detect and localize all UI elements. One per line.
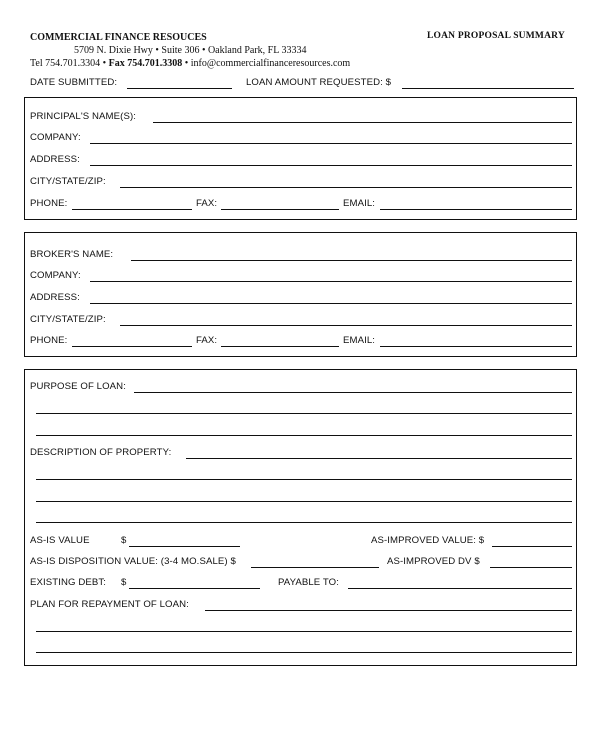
as-is-value-dollar: $ xyxy=(121,535,127,546)
payable-to-field[interactable] xyxy=(348,588,572,589)
principal-name-label: PRINCIPAL'S NAME(S): xyxy=(30,111,137,122)
repayment-plan-field[interactable] xyxy=(205,610,572,611)
broker-name-label: BROKER'S NAME: xyxy=(30,249,114,260)
company-address: 5709 N. Dixie Hwy • Suite 306 • Oakland Park, FL 33334 xyxy=(74,45,307,56)
loan-amount-field[interactable] xyxy=(402,88,574,89)
as-is-value-label: AS-IS VALUE xyxy=(30,535,90,546)
principal-name-field[interactable] xyxy=(153,122,572,123)
principal-email-label: EMAIL: xyxy=(343,198,376,209)
purpose-label: PURPOSE OF LOAN: xyxy=(30,381,126,392)
as-improved-value-field[interactable] xyxy=(492,546,572,547)
description-line[interactable] xyxy=(36,479,572,480)
description-label: DESCRIPTION OF PROPERTY: xyxy=(30,447,172,458)
principal-email-field[interactable] xyxy=(380,209,572,210)
broker-phone-field[interactable] xyxy=(72,346,192,347)
broker-phone-label: PHONE: xyxy=(30,335,68,346)
broker-company-field[interactable] xyxy=(90,281,572,282)
existing-debt-label: EXISTING DEBT: xyxy=(30,577,107,588)
as-is-disposition-field[interactable] xyxy=(251,567,379,568)
principal-phone-field[interactable] xyxy=(72,209,192,210)
purpose-line[interactable] xyxy=(36,435,572,436)
broker-fax-label: FAX: xyxy=(196,335,218,346)
existing-debt-field[interactable] xyxy=(129,588,260,589)
as-improved-dv-field[interactable] xyxy=(490,567,572,568)
broker-email-label: EMAIL: xyxy=(343,335,376,346)
company-contact: Tel 754.701.3304 • Fax 754.701.3308 • info@commercialfinanceresources.com xyxy=(30,58,351,69)
broker-company-label: COMPANY: xyxy=(30,270,81,281)
principal-city-field[interactable] xyxy=(120,187,572,188)
repayment-plan-label: PLAN FOR REPAYMENT OF LOAN: xyxy=(30,599,189,610)
date-submitted-label: DATE SUBMITTED: xyxy=(30,77,118,88)
form-title: LOAN PROPOSAL SUMMARY xyxy=(427,31,565,41)
principal-company-label: COMPANY: xyxy=(30,132,81,143)
payable-to-label: PAYABLE TO: xyxy=(278,577,339,588)
principal-address-field[interactable] xyxy=(90,165,572,166)
date-submitted-field[interactable] xyxy=(127,88,232,89)
description-line[interactable] xyxy=(36,501,572,502)
company-email: info@commercialfinanceresources.com xyxy=(190,58,351,69)
broker-address-field[interactable] xyxy=(90,303,572,304)
purpose-line[interactable] xyxy=(36,413,572,414)
company-name: COMMERCIAL FINANCE RESOUCES xyxy=(30,32,207,43)
existing-debt-dollar: $ xyxy=(121,577,127,588)
broker-city-field[interactable] xyxy=(120,325,572,326)
repayment-plan-line[interactable] xyxy=(36,631,572,632)
as-improved-dv-label: AS-IMPROVED DV $ xyxy=(387,556,480,567)
company-header xyxy=(30,31,350,70)
principal-city-label: CITY/STATE/ZIP: xyxy=(30,176,106,187)
as-is-value-field[interactable] xyxy=(129,546,240,547)
description-line[interactable] xyxy=(36,522,572,523)
principal-fax-label: FAX: xyxy=(196,198,218,209)
principal-company-field[interactable] xyxy=(90,143,572,144)
principal-address-label: ADDRESS: xyxy=(30,154,80,165)
as-improved-value-label: AS-IMPROVED VALUE: $ xyxy=(371,535,485,546)
principal-phone-label: PHONE: xyxy=(30,198,68,209)
description-field[interactable] xyxy=(186,458,572,459)
purpose-field[interactable] xyxy=(134,392,572,393)
company-fax: Fax 754.701.3308 xyxy=(108,58,183,69)
principal-fax-field[interactable] xyxy=(221,209,339,210)
repayment-plan-line[interactable] xyxy=(36,652,572,653)
broker-city-label: CITY/STATE/ZIP: xyxy=(30,314,106,325)
company-tel: Tel 754.701.3304 xyxy=(30,58,101,69)
broker-name-field[interactable] xyxy=(131,260,572,261)
as-is-disposition-label: AS-IS DISPOSITION VALUE: (3-4 MO.SALE) $ xyxy=(30,556,236,567)
broker-email-field[interactable] xyxy=(380,346,572,347)
broker-address-label: ADDRESS: xyxy=(30,292,80,303)
broker-fax-field[interactable] xyxy=(221,346,339,347)
loan-amount-label: LOAN AMOUNT REQUESTED: $ xyxy=(246,77,392,88)
